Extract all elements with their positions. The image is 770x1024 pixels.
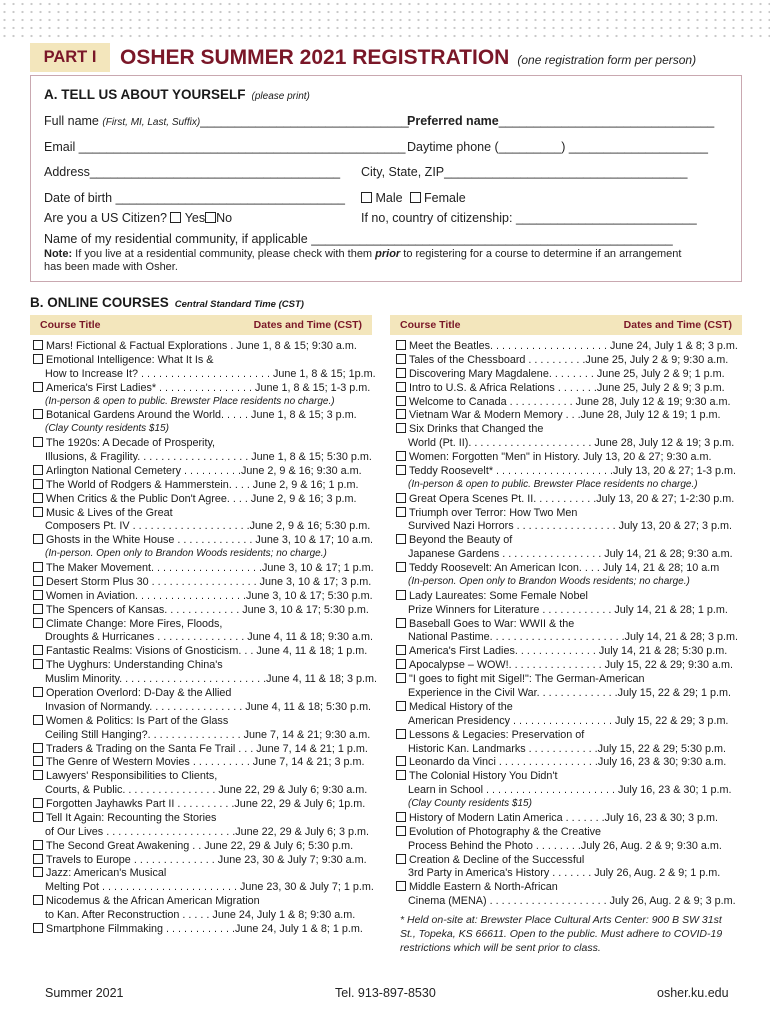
course-text: Desert Storm Plus 30 . . . . . . . . . . . . . . . . . . June 3, 10 & 17; 3 p.m. (46, 575, 372, 588)
course-item[interactable] (396, 880, 558, 894)
course-text: Apocalypse – WOW!. . . . . . . . . . . . . . . . July 15, 22 & 29; 9:30 a.m. (409, 659, 734, 672)
course-item[interactable] (396, 506, 577, 520)
course-text: The Second Great Awakening . . June 22, 29 & July 6; 5:30 p.m. (46, 839, 354, 852)
course-item[interactable] (396, 728, 584, 742)
course-text: Survived Nazi Horrors . . . . . . . . . . . . . . . . . July 13, 20 & 27; 3 p.m. (408, 520, 733, 533)
course-item[interactable] (396, 700, 513, 714)
course-text: America's First Ladies* . . . . . . . . . . . . . . . . June 1, 8 & 15; 1-3 p.m. (46, 381, 371, 394)
course-text: Evolution of Photography & the Creative (409, 825, 602, 838)
course-text: Ceiling Still Hanging?. . . . . . . . . . . . . . . . June 7, 14 & 21; 9:30 a.m. (45, 728, 371, 741)
course-item[interactable] (33, 408, 357, 422)
course-item[interactable] (33, 464, 362, 478)
section-a-heading: A. TELL US ABOUT YOURSELF (please print) (44, 87, 310, 102)
course-checkbox[interactable] (33, 867, 43, 877)
course-text: Nicodemus & the African American Migration (46, 895, 260, 908)
form-header (30, 43, 742, 72)
course-text: Ghosts in the White House . . . . . . . . . . . . . June 3, 10 & 17; 10 a.m. (46, 534, 374, 547)
course-item (396, 436, 734, 450)
course-text: The Colonial History You Didn't (409, 770, 558, 783)
form-title: OSHER SUMMER 2021 REGISTRATION (one registration form per person) (120, 46, 697, 69)
course-item[interactable] (396, 464, 736, 478)
course-checkbox[interactable] (396, 590, 406, 600)
course-text: Middle Eastern & North-African (409, 881, 558, 894)
course-note (33, 422, 169, 436)
course-text: Forgotten Jayhawks Part II . . . . . . . . . .June 22, 29 & July 6; 1p.m. (46, 798, 366, 811)
course-checkbox[interactable] (33, 382, 43, 392)
course-text: Women: Forgotten "Men" in History. July 13, 20 & 27; 9:30 a.m. (409, 451, 712, 464)
course-checkbox[interactable] (33, 437, 43, 447)
course-item (33, 908, 355, 922)
course-item[interactable] (33, 381, 370, 395)
course-text: Droughts & Hurricanes . . . . . . . . . . . . . . . June 4, 11 & 18; 9:30 a.m. (45, 631, 374, 644)
course-checkbox[interactable] (33, 840, 43, 850)
course-checkbox[interactable] (396, 368, 406, 378)
course-text: Teddy Roosevelt* . . . . . . . . . . . . . . . . . . . .July 13, 20 & 27; 1-3 p.m. (409, 464, 737, 477)
course-item[interactable] (33, 839, 353, 853)
course-text: American Presidency . . . . . . . . . . . . . . . . . July 15, 22 & 29; 3 p.m. (408, 714, 729, 727)
course-checkbox[interactable] (396, 826, 406, 836)
course-item[interactable] (33, 339, 357, 353)
course-item[interactable] (396, 492, 734, 506)
course-item (396, 519, 732, 533)
course-item[interactable] (33, 769, 217, 783)
citizen-no-checkbox[interactable] (205, 212, 216, 223)
course-checkbox[interactable] (396, 354, 406, 364)
course-text: Historic Kan. Landmarks . . . . . . . . . . . .July 15, 22 & 29; 5:30 p.m. (408, 742, 727, 755)
course-item (396, 630, 738, 644)
course-checkbox[interactable] (33, 715, 43, 725)
course-item (396, 839, 722, 853)
course-item (33, 783, 367, 797)
course-text: Courts, & Public. . . . . . . . . . . . . . . . June 22, 29 & July 6; 9:30 a.m. (45, 784, 368, 797)
preferred-name-field[interactable]: Preferred name_______________________________ (407, 114, 715, 128)
course-checkbox[interactable] (396, 493, 406, 503)
course-text: The 1920s: A Decade of Prosperity, (46, 437, 216, 450)
course-item[interactable] (396, 561, 719, 575)
course-text: Climate Change: More Fires, Floods, (46, 617, 223, 630)
course-item[interactable] (396, 533, 512, 547)
course-text: Traders & Trading on the Santa Fe Trail . . . June 7, 14 & 21; 1 p.m. (46, 742, 368, 755)
course-item[interactable] (33, 644, 367, 658)
course-checkbox[interactable] (396, 465, 406, 475)
course-item[interactable] (396, 853, 584, 867)
course-item[interactable] (396, 811, 718, 825)
course-text: How to Increase It? . . . . . . . . . . . . . . . . . . . . . . June 1, 8 & 15; 1p.m. (45, 367, 376, 380)
course-item[interactable] (396, 617, 574, 631)
course-item (396, 603, 728, 617)
course-text: Meet the Beatles. . . . . . . . . . . . . . . . . . . . June 24, July 1 & 8; 3 p.m. (409, 340, 738, 352)
course-text: Vietnam War & Modern Memory . . .June 28, July 12 & 19; 1 p.m. (409, 409, 721, 422)
course-text: Experience in the Civil War. . . . . . . . . . . . . .July 15, 22 & 29; 1 p.m. (408, 687, 732, 699)
course-text: The Spencers of Kansas. . . . . . . . . . . . . June 3, 10 & 17; 5:30 p.m. (46, 603, 369, 616)
course-checkbox[interactable] (396, 812, 406, 822)
course-text: Six Drinks that Changed the (409, 423, 544, 436)
course-item[interactable] (33, 811, 216, 825)
course-item[interactable] (33, 561, 374, 575)
course-checkbox[interactable] (33, 645, 43, 655)
course-text: (In-person & open to public. Brewster Place residents no charge.) (45, 395, 335, 407)
course-item[interactable] (396, 395, 730, 409)
course-text: to Kan. After Reconstruction . . . . . June 24, July 1 & 8; 9:30 a.m. (45, 909, 356, 922)
course-checkbox[interactable] (396, 451, 406, 461)
community-note: Note: If you live at a residential community, please check with them prior to registering for a course to determine if an arrangement has been made with Osher. (44, 248, 682, 273)
course-note (396, 478, 698, 492)
course-text: The World of Rodgers & Hammerstein. . . . June 2, 9 & 16; 1 p.m. (46, 478, 359, 491)
course-text: When Critics & the Public Don't Agree. . . . June 2, 9 & 16; 3 p.m. (46, 492, 357, 505)
course-note (396, 575, 690, 589)
full-name-field[interactable]: Full name (First, MI, Last, Suffix)______________________________ (44, 114, 409, 128)
held-onsite-note: * Held on-site at: Brewster Place Cultural Arts Center: 900 B SW 31st St., Topeka, KS 66611. Open to the public. Must adhere to COVID-19 restrictions which will be sent prior to class. (400, 914, 723, 954)
course-checkbox[interactable] (396, 534, 406, 544)
course-checkbox[interactable] (33, 743, 43, 753)
daytime-phone-field[interactable]: Daytime phone (_________) ____________________ (407, 140, 708, 154)
course-item (33, 672, 377, 686)
course-checkbox[interactable] (33, 534, 43, 544)
course-item[interactable] (33, 492, 357, 506)
course-text: America's First Ladies. . . . . . . . . . . . . . July 14, 21 & 28; 5:30 p.m. (409, 645, 728, 658)
course-text: Travels to Europe . . . . . . . . . . . . . . June 23, 30 & July 7; 9:30 a.m. (46, 853, 367, 866)
course-item[interactable] (33, 686, 231, 700)
course-item[interactable] (396, 353, 728, 367)
course-item (33, 630, 373, 644)
footer-website[interactable]: osher.ku.edu (657, 986, 729, 1000)
course-text: Creation & Decline of the Successful (409, 853, 585, 866)
course-text: Discovering Mary Magdalene. . . . . . . . June 25, July 2 & 9; 1 p.m. (409, 367, 725, 380)
course-text: of Our Lives . . . . . . . . . . . . . . . . . . . . . .June 22, 29 & July 6; 3 p.m. (45, 825, 370, 838)
course-checkbox[interactable] (396, 618, 406, 628)
course-checkbox[interactable] (396, 770, 406, 780)
course-item[interactable] (33, 714, 228, 728)
course-item[interactable] (33, 575, 371, 589)
course-text: Cinema (MENA) . . . . . . . . . . . . . . . . . . . . July 26, Aug. 2 & 9; 3 p.m. (408, 895, 736, 908)
course-checkbox[interactable] (33, 618, 43, 628)
course-checkbox[interactable] (396, 340, 406, 350)
course-text: Baseball Goes to War: WWII & the (409, 617, 575, 630)
course-text: Mars! Fictional & Factual Explorations . June 1, 8 & 15; 9:30 a.m. (46, 340, 357, 352)
course-item[interactable] (396, 367, 725, 381)
right-column-header: Course Title Dates and Time (CST) (390, 315, 742, 335)
course-item (33, 880, 374, 894)
course-text: Smartphone Filmmaking . . . . . . . . . . . .June 24, July 1 & 8; 1 p.m. (46, 922, 363, 935)
course-item[interactable] (396, 339, 738, 353)
course-note (396, 797, 532, 811)
course-checkbox[interactable] (396, 881, 406, 891)
course-item[interactable] (396, 658, 733, 672)
course-item (396, 894, 736, 908)
course-text: Process Behind the Photo . . . . . . . .July 26, Aug. 2 & 9; 9:30 a.m. (408, 839, 722, 852)
course-item[interactable] (33, 658, 223, 672)
course-text: Melting Pot . . . . . . . . . . . . . . . . . . . . . . . June 23, 30 & July 7; 1 p.m. (45, 881, 374, 894)
course-text: Women in Aviation. . . . . . . . . . . . . . . . . . .June 3, 10 & 17; 5:30 p.m. (46, 589, 373, 602)
course-item[interactable] (33, 866, 166, 880)
course-text: (Clay County residents $15) (45, 423, 169, 435)
left-column-header: Course Title Dates and Time (CST) (30, 315, 372, 335)
course-checkbox[interactable] (33, 465, 43, 475)
course-item (396, 866, 720, 880)
course-text: 3rd Party in America's History . . . . . . . July 26, Aug. 2 & 9; 1 p.m. (408, 867, 721, 880)
course-text: Lessons & Legacies: Preservation of (409, 728, 585, 741)
course-text: Teddy Roosevelt: An American Icon. . . . July 14, 21 & 28; 10 a.m (409, 562, 720, 575)
course-checkbox[interactable] (396, 562, 406, 572)
course-checkbox[interactable] (33, 798, 43, 808)
course-checkbox[interactable] (33, 354, 43, 364)
course-checkbox[interactable] (33, 659, 43, 669)
course-text: Emotional Intelligence: What It Is & (46, 353, 214, 366)
course-text: Invasion of Normandy. . . . . . . . . . . . . . . . June 4, 11 & 18; 5:30 p.m. (45, 700, 372, 713)
course-checkbox[interactable] (33, 895, 43, 905)
gender-options[interactable]: Male Female (361, 191, 466, 205)
course-checkbox[interactable] (33, 687, 43, 697)
course-checkbox[interactable] (396, 382, 406, 392)
course-item[interactable] (33, 436, 215, 450)
course-text: Botanical Gardens Around the World. . . . . June 1, 8 & 15; 3 p.m. (46, 409, 357, 422)
course-text: Learn in School . . . . . . . . . . . . . . . . . . . . . . July 16, 23 & 30; 1 p.m. (408, 784, 732, 797)
course-item[interactable] (396, 381, 725, 395)
section-b-heading: B. ONLINE COURSES Central Standard Time (CST) (30, 295, 304, 310)
form-subtitle: (one registration form per person) (517, 53, 697, 67)
course-text: Lady Laureates: Some Female Nobel (409, 589, 588, 602)
course-text: Intro to U.S. & Africa Relations . . . . . . .June 25, July 2 & 9; 3 p.m. (409, 381, 725, 394)
course-item (33, 728, 370, 742)
course-item[interactable] (33, 533, 373, 547)
course-checkbox[interactable] (396, 854, 406, 864)
course-checkbox[interactable] (33, 923, 43, 933)
course-checkbox[interactable] (33, 576, 43, 586)
section-about-you (30, 75, 742, 282)
course-item (33, 519, 370, 533)
course-item[interactable] (33, 894, 260, 908)
course-text: (In-person & open to public. Brewster Place residents no charge.) (408, 478, 698, 490)
course-text: (In-person. Open only to Brandon Woods residents; no charge.) (45, 548, 327, 560)
residential-community-field[interactable]: Name of my residential community, if applicable ____________________________________________________ (44, 232, 673, 246)
course-item[interactable] (33, 353, 213, 367)
course-checkbox[interactable] (33, 590, 43, 600)
course-text: Lawyers' Responsibilities to Clients, (46, 770, 218, 783)
footer-phone: Tel. 913-897-8530 (335, 986, 436, 1000)
course-text: Japanese Gardens . . . . . . . . . . . . . . . . . July 14, 21 & 28; 9:30 a.m. (408, 548, 733, 561)
course-text: Illusions, & Fragility. . . . . . . . . . . . . . . . . . . June 1, 8 & 15; 5:30 p.m. (45, 451, 372, 464)
course-note (33, 395, 335, 409)
course-checkbox[interactable] (33, 507, 43, 517)
course-text: Tales of the Chessboard . . . . . . . . . .June 25, July 2 & 9; 9:30 a.m. (409, 353, 729, 366)
address-field[interactable]: Address____________________________________ (44, 165, 341, 179)
course-item[interactable] (33, 617, 222, 631)
course-text: Fantastic Realms: Visions of Gnosticism. . . June 4, 11 & 18; 1 p.m. (46, 645, 368, 658)
date-of-birth-field[interactable]: Date of birth _________________________________ (44, 191, 345, 205)
course-item[interactable] (396, 755, 726, 769)
course-text: Beyond the Beauty of (409, 534, 513, 547)
course-text: National Pastime. . . . . . . . . . . . . . . . . . . . . . .July 14, 21 & 28; 3 p.m. (408, 631, 739, 644)
course-checkbox[interactable] (33, 340, 43, 350)
course-text: Music & Lives of the Great (46, 506, 173, 519)
course-checkbox[interactable] (396, 396, 406, 406)
course-checkbox[interactable] (396, 673, 406, 683)
course-checkbox[interactable] (33, 479, 43, 489)
course-text: "I goes to fight mit Sigel!": The German-American (409, 673, 645, 686)
course-text: Composers Pt. IV . . . . . . . . . . . . . . . . . . . .June 2, 9 & 16; 5:30 p.m. (45, 520, 371, 533)
course-text: Leonardo da Vinci . . . . . . . . . . . . . . . . .July 16, 23 & 30; 9:30 a.m. (409, 756, 727, 769)
course-item (396, 686, 731, 700)
course-text: Great Opera Scenes Pt. II. . . . . . . . . . .July 13, 20 & 27; 1-2:30 p.m. (409, 492, 735, 505)
course-item[interactable] (33, 797, 365, 811)
course-checkbox[interactable] (396, 729, 406, 739)
course-item (396, 783, 731, 797)
male-checkbox[interactable] (361, 192, 372, 203)
footer-season: Summer 2021 (45, 986, 124, 1000)
course-item[interactable] (33, 506, 173, 520)
course-item[interactable] (396, 769, 558, 783)
course-text: The Maker Movement. . . . . . . . . . . . . . . . . . .June 3, 10 & 17; 1 p.m. (46, 562, 374, 575)
course-checkbox[interactable] (33, 770, 43, 780)
course-item (396, 714, 728, 728)
course-item[interactable] (33, 742, 368, 756)
course-checkbox[interactable] (396, 423, 406, 433)
course-item (33, 367, 376, 381)
course-text: History of Modern Latin America . . . . . . .July 16, 23 & 30; 3 p.m. (409, 811, 719, 824)
course-text: Operation Overlord: D-Day & the Allied (46, 687, 232, 699)
course-item[interactable] (33, 603, 369, 617)
course-item (33, 825, 369, 839)
course-text: World (Pt. II). . . . . . . . . . . . . . . . . . . . . June 28, July 12 & 19; 3 p.m. (408, 437, 735, 450)
course-text: (In-person. Open only to Brandon Woods residents; no charge.) (408, 575, 690, 587)
course-text: Muslim Minority. . . . . . . . . . . . . . . . . . . . . . . . .June 4, 11 & 18; 3 p.m. (45, 673, 378, 686)
course-item[interactable] (396, 825, 601, 839)
course-checkbox[interactable] (396, 507, 406, 517)
course-item[interactable] (33, 853, 367, 867)
course-checkbox[interactable] (33, 562, 43, 572)
course-text: Jazz: American's Musical (46, 867, 167, 880)
course-item[interactable] (33, 922, 363, 936)
course-checkbox[interactable] (396, 409, 406, 419)
course-text: (Clay County residents $15) (408, 798, 532, 810)
course-checkbox[interactable] (33, 756, 43, 766)
course-note (33, 547, 327, 561)
course-checkbox[interactable] (33, 493, 43, 503)
course-text: Prize Winners for Literature . . . . . . . . . . . . July 14, 21 & 28; 1 p.m. (408, 603, 728, 616)
course-item[interactable] (33, 755, 364, 769)
course-item[interactable] (396, 644, 727, 658)
city-state-zip-field[interactable]: City, State, ZIP___________________________________ (361, 165, 688, 179)
course-item[interactable] (396, 450, 712, 464)
course-item[interactable] (396, 672, 645, 686)
course-checkbox[interactable] (396, 645, 406, 655)
course-item[interactable] (396, 422, 543, 436)
course-text: The Genre of Western Movies . . . . . . . . . . June 7, 14 & 21; 3 p.m. (46, 756, 365, 769)
course-checkbox[interactable] (396, 701, 406, 711)
course-text: Welcome to Canada . . . . . . . . . . . June 28, July 12 & 19; 9:30 a.m. (409, 395, 731, 408)
course-text: The Uyghurs: Understanding China's (46, 659, 223, 672)
course-checkbox[interactable] (33, 604, 43, 614)
course-text: Women & Politics: Is Part of the Glass (46, 714, 229, 727)
course-checkbox[interactable] (33, 409, 43, 419)
part-label: PART I (30, 43, 110, 72)
course-checkbox[interactable] (396, 756, 406, 766)
citizen-yes-checkbox[interactable] (170, 212, 181, 223)
course-item (33, 700, 371, 714)
course-item[interactable] (396, 589, 588, 603)
country-citizenship-field[interactable]: If no, country of citizenship: __________________________ (361, 211, 697, 225)
email-field[interactable]: Email _______________________________________________ (44, 140, 406, 154)
course-checkbox[interactable] (33, 854, 43, 864)
course-checkbox[interactable] (396, 659, 406, 669)
course-text: Triumph over Terror: How Two Men (409, 506, 578, 519)
course-item (396, 742, 726, 756)
course-item (33, 450, 372, 464)
course-text: Arlington National Cemetery . . . . . . . . . .June 2, 9 & 16; 9:30 a.m. (46, 464, 362, 477)
course-text: Medical History of the (409, 700, 513, 713)
course-item[interactable] (33, 589, 373, 603)
course-item[interactable] (33, 478, 358, 492)
citizen-question[interactable]: Are you a US Citizen? Yes No (44, 211, 233, 225)
course-item[interactable] (396, 408, 720, 422)
female-checkbox[interactable] (410, 192, 421, 203)
dotted-pattern (0, 0, 770, 42)
course-item (396, 547, 733, 561)
course-checkbox[interactable] (33, 812, 43, 822)
course-text: Tell It Again: Recounting the Stories (46, 811, 217, 824)
